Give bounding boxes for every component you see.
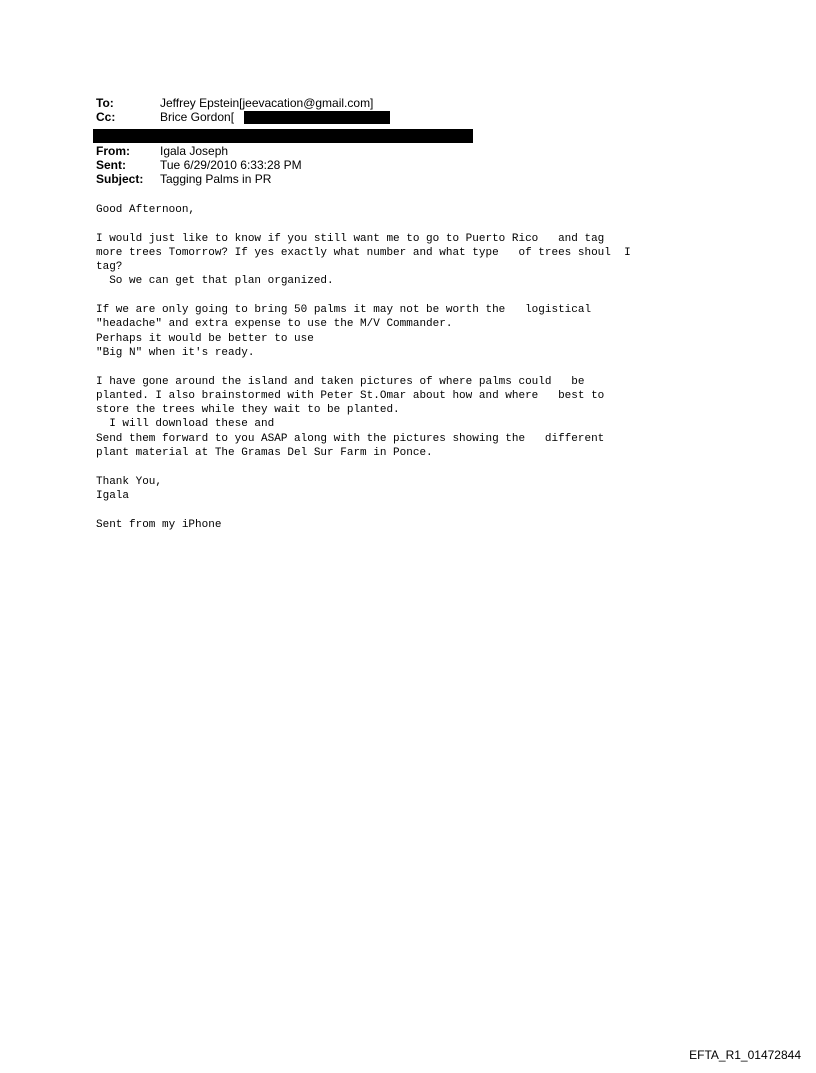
body-line: I have gone around the island and taken pictures of where palms could be bbox=[96, 375, 585, 388]
spacer bbox=[96, 289, 736, 303]
cc-value: Brice Gordon[ bbox=[160, 110, 235, 124]
greeting: Good Afternoon, bbox=[96, 204, 196, 216]
body-line: I will download these and bbox=[96, 418, 275, 431]
cc-label: Cc: bbox=[96, 110, 116, 124]
signoff-line: Thank You, bbox=[96, 475, 163, 488]
to-label: To: bbox=[96, 96, 114, 110]
to-value: Jeffrey Epstein[jeevacation@gmail.com] bbox=[160, 96, 374, 110]
body-line: If we are only going to bring 50 palms it may not be worth the logistical bbox=[96, 304, 592, 317]
from-label: From: bbox=[96, 144, 130, 158]
body-line: plant material at The Gramas Del Sur Farm in Ponce. bbox=[96, 447, 433, 460]
spacer bbox=[96, 503, 736, 517]
email-body bbox=[96, 203, 736, 532]
body-line: "Big N" when it's ready. bbox=[96, 346, 255, 359]
sent-from-note: Sent from my iPhone bbox=[96, 518, 222, 531]
body-line: planted. I also brainstormed with Peter St.Omar about how and where best to bbox=[96, 389, 605, 402]
spacer bbox=[96, 460, 736, 474]
from-value: Igala Joseph bbox=[160, 144, 229, 158]
body-line: "headache" and extra expense to use the M/V Commander. bbox=[96, 318, 453, 331]
body-line: tag? bbox=[96, 261, 123, 274]
signature-line: Igala bbox=[96, 489, 130, 502]
body-line: Perhaps it would be better to use bbox=[96, 332, 314, 345]
spacer bbox=[96, 360, 736, 374]
document-id: EFTA_R1_01472844 bbox=[689, 1048, 801, 1062]
cc-redaction bbox=[244, 111, 390, 124]
body-line: I would just like to know if you still want me to go to Puerto Rico and tag bbox=[96, 232, 605, 245]
body-line: Send them forward to you ASAP along with the pictures showing the different bbox=[96, 432, 605, 445]
redaction-bar bbox=[93, 129, 473, 143]
subject-value: Tagging Palms in PR bbox=[160, 172, 272, 186]
sent-label: Sent: bbox=[96, 158, 126, 172]
body-line: So we can get that plan organized. bbox=[96, 275, 334, 288]
sent-value: Tue 6/29/2010 6:33:28 PM bbox=[160, 158, 302, 172]
body-line: store the trees while they wait to be planted. bbox=[96, 404, 400, 417]
body-line: more trees Tomorrow? If yes exactly what number and what type of trees shoul I bbox=[96, 246, 631, 259]
subject-label: Subject: bbox=[96, 172, 144, 186]
spacer bbox=[96, 217, 736, 231]
